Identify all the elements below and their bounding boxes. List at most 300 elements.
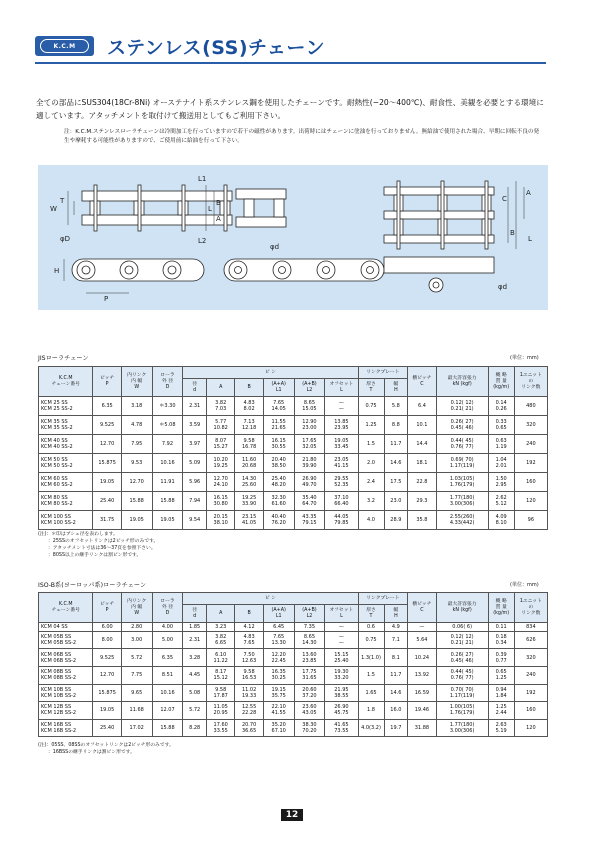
cell-pin-l2: 17.65 32.05 xyxy=(294,435,325,454)
iso-unit: (単位：mm) xyxy=(510,582,539,588)
cell-inner-width: 9.65 xyxy=(121,684,152,702)
cell-pitch: 25.40 xyxy=(93,492,121,511)
col-header-plate-group: リンクプレート xyxy=(358,367,408,379)
cell-max-load: 0.44( 45) 0.76( 77) xyxy=(436,435,488,454)
cell-max-load: 1.03(105) 1.76(179) xyxy=(436,473,488,492)
cell-plate-thickness: 0.6 xyxy=(358,623,384,632)
chain-diagram-svg xyxy=(38,165,548,310)
cell-inner-width: 17.02 xyxy=(121,719,152,737)
cell-plate-height: 11.7 xyxy=(384,666,408,684)
cell-pin-a: 3.23 xyxy=(207,623,235,632)
cell-inner-width: 19.05 xyxy=(121,511,152,530)
cell-pin-offset: 21.95 38.55 xyxy=(325,684,358,702)
cell-pin-l1: 7.65 14.05 xyxy=(263,397,294,416)
cell-pitch: 15.875 xyxy=(93,684,121,702)
cell-inner-width: 3.18 xyxy=(121,397,152,416)
diagram-label-h: H xyxy=(54,267,60,275)
cell-links-per-unit: 120 xyxy=(514,492,547,511)
cell-roller-diameter: 15.88 xyxy=(152,719,183,737)
cell-plate-thickness: 0.75 xyxy=(358,631,384,649)
cell-pitch: 6.00 xyxy=(93,623,121,632)
cell-pin-b: 4.83 7.65 xyxy=(235,631,263,649)
cell-links-per-unit: 834 xyxy=(514,623,547,632)
cell-pin-l2: 8.65 15.05 xyxy=(294,397,325,416)
cell-chain-number: KCM 100 SS KCM 100 SS-2 xyxy=(39,511,93,530)
cell-chain-number: KCM 25 SS KCM 25 SS-2 xyxy=(39,397,93,416)
cell-roller-diameter: 12.07 xyxy=(152,702,183,720)
cell-pin-offset: — — xyxy=(325,397,358,416)
cell-transverse-pitch: 6.4 xyxy=(408,397,436,416)
cell-pin-offset: 23.05 41.15 xyxy=(325,454,358,473)
col-header-mass: 概 略 質 量 (kg/m) xyxy=(488,593,514,623)
cell-plate-height: 16.0 xyxy=(384,702,408,720)
cell-plate-height: 14.6 xyxy=(384,684,408,702)
diagram-label-a: A xyxy=(216,215,221,223)
cell-pin-a: 16.15 30.80 xyxy=(207,492,235,511)
diagram-label-l-right: L xyxy=(528,235,532,243)
cell-chain-number: KCM 08B SS KCM 08B SS-2 xyxy=(39,666,93,684)
cell-plate-thickness: 1.3(1.0) xyxy=(358,649,384,667)
cell-links-per-unit: 192 xyxy=(514,684,547,702)
cell-pin-a: 8.07 15.27 xyxy=(207,435,235,454)
cell-pin-d: 8.28 xyxy=(183,719,207,737)
iso-spec-table xyxy=(38,592,548,737)
cell-plate-height: 7.1 xyxy=(384,631,408,649)
cell-inner-width: 7.95 xyxy=(121,435,152,454)
cell-mass: 0.94 1.84 xyxy=(488,684,514,702)
cell-pin-d: 2.31 xyxy=(183,631,207,649)
col-header-pin-d: 径 d xyxy=(183,605,207,623)
cell-pin-l2: 13.60 23.85 xyxy=(294,649,325,667)
cell-mass: 0.65 1.25 xyxy=(488,666,514,684)
col-header-pin-group: ピ ン xyxy=(183,367,358,379)
cell-transverse-pitch: 13.92 xyxy=(408,666,436,684)
col-header-plate-thickness: 厚さ T xyxy=(358,379,384,397)
cell-pin-b: 14.30 25.60 xyxy=(235,473,263,492)
cell-pin-d: 1.85 xyxy=(183,623,207,632)
cell-plate-height: 8.1 xyxy=(384,649,408,667)
cell-pin-l1: 35.20 67.10 xyxy=(263,719,294,737)
diagram-label-phi-d-pin: φd xyxy=(270,243,280,251)
cell-pin-a: 3.82 6.65 xyxy=(207,631,235,649)
diagram-label-b-right: B xyxy=(510,229,515,237)
diagram-label-t: T xyxy=(60,197,65,205)
cell-pin-l2: 20.60 37.20 xyxy=(294,684,325,702)
cell-pitch: 31.75 xyxy=(93,511,121,530)
cell-max-load: 0.12( 12) 0.21( 21) xyxy=(436,397,488,416)
col-header-roller-diameter: ローラ 外 径 D xyxy=(152,367,183,397)
cell-pin-b: 23.15 41.05 xyxy=(235,511,263,530)
col-header-transverse-pitch: 横ピッチ C xyxy=(408,367,436,397)
cell-pin-l2: 23.60 43.05 xyxy=(294,702,325,720)
cell-pin-a: 8.17 15.12 xyxy=(207,666,235,684)
cell-links-per-unit: 96 xyxy=(514,511,547,530)
cell-inner-width: 3.00 xyxy=(121,631,152,649)
cell-pin-offset: 19.30 33.20 xyxy=(325,666,358,684)
cell-pin-d: 4.45 xyxy=(183,666,207,684)
cell-links-per-unit: 192 xyxy=(514,454,547,473)
col-header-inner-width: 内リンク 内 幅 W xyxy=(121,367,152,397)
cell-inner-width: 12.70 xyxy=(121,473,152,492)
cell-mass: 4.09 8.10 xyxy=(488,511,514,530)
cell-plate-height: 14.6 xyxy=(384,454,408,473)
iso-section-title: ISO-B系(ヨーロッパ系)ローラチェーン xyxy=(38,582,147,589)
cell-roller-diameter: 10.16 xyxy=(152,454,183,473)
diagram-label-b: B xyxy=(216,199,221,207)
table-row xyxy=(39,623,548,632)
col-header-pin-offset: オフセット L xyxy=(325,379,358,397)
col-header-max-load: 最大許容張力 kN (kgf) xyxy=(436,367,488,397)
cell-plate-thickness: 2.4 xyxy=(358,473,384,492)
cell-inner-width: 5.72 xyxy=(121,649,152,667)
col-header-pin-l2: (A+B) L2 xyxy=(294,379,325,397)
cell-max-load: 0.44( 45) 0.76( 77) xyxy=(436,666,488,684)
col-header-links-per-unit: 1ユニット の リンク数 xyxy=(514,593,547,623)
brand-logo-text: K.C.M xyxy=(40,39,89,53)
cell-mass: 0.39 0.77 xyxy=(488,649,514,667)
iso-notes xyxy=(38,742,174,756)
cell-max-load: 1.77(180) 3.00(306) xyxy=(436,719,488,737)
cell-pin-offset: 29.55 52.35 xyxy=(325,473,358,492)
cell-max-load: 2.55(260) 4.33(442) xyxy=(436,511,488,530)
cell-pin-b: 7.13 12.18 xyxy=(235,416,263,435)
jis-spec-table xyxy=(38,366,548,530)
cell-pin-l1: 20.40 38.50 xyxy=(263,454,294,473)
cell-transverse-pitch: 16.59 xyxy=(408,684,436,702)
cell-pitch: 6.35 xyxy=(93,397,121,416)
cell-links-per-unit: 160 xyxy=(514,702,547,720)
cell-pin-b: 11.60 20.68 xyxy=(235,454,263,473)
cell-max-load: 1.77(180) 3.00(306) xyxy=(436,492,488,511)
cell-pin-offset: 37.10 66.40 xyxy=(325,492,358,511)
cell-pin-l1: 12.20 22.45 xyxy=(263,649,294,667)
col-header-pin-offset: オフセット L xyxy=(325,605,358,623)
cell-links-per-unit: 120 xyxy=(514,719,547,737)
cell-chain-number: KCM 60 SS KCM 60 SS-2 xyxy=(39,473,93,492)
cell-pin-l1: 7.65 13.30 xyxy=(263,631,294,649)
footnote-line: ：アタッチメント寸法は36〜37頁を参照下さい。 xyxy=(48,546,156,551)
cell-pin-d: 3.59 xyxy=(183,416,207,435)
cell-mass: 0.33 0.65 xyxy=(488,416,514,435)
cell-roller-diameter: 15.88 xyxy=(152,492,183,511)
cell-pitch: 19.05 xyxy=(93,473,121,492)
cell-pitch: 8.00 xyxy=(93,631,121,649)
cell-pin-l1: 16.35 30.25 xyxy=(263,666,294,684)
cell-pin-l1: 11.55 21.65 xyxy=(263,416,294,435)
cell-plate-height: 11.7 xyxy=(384,435,408,454)
diagram-label-l2: L2 xyxy=(198,237,207,245)
chain-dimension-diagram xyxy=(38,165,548,310)
footnote-line: (注)：05SS、08SSのオフセットリンクは2ピッチ形のみです。 xyxy=(38,743,174,748)
cell-plate-thickness: 1.65 xyxy=(358,684,384,702)
cell-pin-offset: — xyxy=(325,623,358,632)
jis-section-title: JISローラチェーン xyxy=(38,355,89,362)
cell-inner-width: 4.78 xyxy=(121,416,152,435)
cell-pin-d: 7.94 xyxy=(183,492,207,511)
cell-pin-d: 9.54 xyxy=(183,511,207,530)
cell-links-per-unit: 320 xyxy=(514,416,547,435)
cell-mass: 0.14 0.26 xyxy=(488,397,514,416)
cell-pitch: 12.70 xyxy=(93,666,121,684)
cell-pin-l2: 35.40 64.70 xyxy=(294,492,325,511)
table-row xyxy=(39,511,548,530)
cell-pin-l1: 22.10 41.55 xyxy=(263,702,294,720)
col-header-plate-height: 幅 H xyxy=(384,379,408,397)
cell-max-load: 0.26( 27) 0.45( 46) xyxy=(436,649,488,667)
cell-plate-thickness: 2.0 xyxy=(358,454,384,473)
cell-max-load: 1.00(105) 1.76(179) xyxy=(436,702,488,720)
cell-mass: 0.63 1.19 xyxy=(488,435,514,454)
cell-pitch: 15.875 xyxy=(93,454,121,473)
intro-note: 注：K.C.M.ステンレスローラチェーンは冷間加工を行っていますので若干の磁性があります。出荷時にはチェーンに塗油を行っておりません。無給油で使用された場合、早期に回転不良の発生や摩耗する可能性がありますので、ご使用前に給油を行って下さい。 xyxy=(64,129,540,144)
cell-mass: 2.63 5.19 xyxy=(488,719,514,737)
cell-pin-a: 6.10 11.22 xyxy=(207,649,235,667)
cell-inner-width: 11.68 xyxy=(121,702,152,720)
cell-pin-l2: 43.35 79.15 xyxy=(294,511,325,530)
cell-pin-a: 12.70 24.10 xyxy=(207,473,235,492)
table-row xyxy=(39,397,548,416)
cell-max-load: 0.70( 70) 1.17(119) xyxy=(436,684,488,702)
intro-paragraph: 全ての部品にSUS304(18Cr-8Ni) オーステナイト系ステンレス鋼を使用したチェーンです。耐熱性(−20〜400℃)、耐食性、美観を必要とする環境に適しています。アタッチメントを取付けて搬送用としてもご利用下さい。 xyxy=(36,98,544,120)
cell-max-load: 0.26( 27) 0.45( 46) xyxy=(436,416,488,435)
cell-mass: 1.25 2.44 xyxy=(488,702,514,720)
table-row xyxy=(39,492,548,511)
cell-pitch: 9.525 xyxy=(93,649,121,667)
cell-pin-l1: 40.40 76.20 xyxy=(263,511,294,530)
cell-max-load: 0.69( 70) 1.17(119) xyxy=(436,454,488,473)
cell-chain-number: KCM 35 SS KCM 35 SS-2 xyxy=(39,416,93,435)
table-row xyxy=(39,454,548,473)
table-row xyxy=(39,719,548,737)
cell-roller-diameter: 7.92 xyxy=(152,435,183,454)
col-header-plate-thickness: 厚さ T xyxy=(358,605,384,623)
cell-pin-a: 10.20 19.25 xyxy=(207,454,235,473)
cell-pin-d: 2.31 xyxy=(183,397,207,416)
cell-chain-number: KCM 12B SS KCM 12B SS-2 xyxy=(39,702,93,720)
cell-plate-thickness: 4.0(3.2) xyxy=(358,719,384,737)
cell-transverse-pitch: 31.88 xyxy=(408,719,436,737)
cell-transverse-pitch: 29.3 xyxy=(408,492,436,511)
cell-chain-number: KCM 06B SS KCM 06B SS-2 xyxy=(39,649,93,667)
cell-pin-offset: 13.85 23.95 xyxy=(325,416,358,435)
col-header-max-load: 最大許容張力 kN (kgf) xyxy=(436,593,488,623)
cell-links-per-unit: 480 xyxy=(514,397,547,416)
cell-pin-l2: 21.80 39.90 xyxy=(294,454,325,473)
cell-transverse-pitch: — xyxy=(408,623,436,632)
table-header-row xyxy=(39,593,548,605)
col-header-chain-number: K.C.M チェーン番号 xyxy=(39,367,93,397)
diagram-label-phi-d-right: φd xyxy=(498,283,508,291)
cell-pin-a: 9.58 17.87 xyxy=(207,684,235,702)
page-number: 12 xyxy=(281,809,303,821)
cell-pin-b: 19.25 33.90 xyxy=(235,492,263,511)
diagram-label-l1: L1 xyxy=(198,175,207,183)
cell-pin-d: 5.96 xyxy=(183,473,207,492)
cell-chain-number: KCM 05B SS KCM 05B SS-2 xyxy=(39,631,93,649)
footnote-line: ：25SSのオフセットリンクは2ピッチ形のみです。 xyxy=(48,539,159,544)
cell-max-load: 0.12( 12) 0.21( 21) xyxy=(436,631,488,649)
table-row xyxy=(39,416,548,435)
cell-pin-offset: 41.65 73.55 xyxy=(325,719,358,737)
cell-mass: 1.50 2.95 xyxy=(488,473,514,492)
cell-plate-height: 4.9 xyxy=(384,623,408,632)
cell-max-load: 0.06( 6) xyxy=(436,623,488,632)
cell-pin-d: 5.08 xyxy=(183,684,207,702)
cell-pin-l1: 32.30 61.60 xyxy=(263,492,294,511)
cell-chain-number: KCM 16B SS KCM 16B SS-2 xyxy=(39,719,93,737)
diagram-label-w: W xyxy=(50,205,57,213)
cell-pin-l2: 38.30 70.20 xyxy=(294,719,325,737)
cell-mass: 0.11 xyxy=(488,623,514,632)
col-header-pitch: ピッチ P xyxy=(93,593,121,623)
col-header-plate-height: 幅 H xyxy=(384,605,408,623)
cell-transverse-pitch: 22.8 xyxy=(408,473,436,492)
cell-plate-thickness: 1.5 xyxy=(358,435,384,454)
table-header-row xyxy=(39,367,548,379)
col-header-pin-b: B xyxy=(235,379,263,397)
cell-pin-l2: 7.35 xyxy=(294,623,325,632)
table-row xyxy=(39,649,548,667)
cell-pin-l1: 25.40 48.20 xyxy=(263,473,294,492)
diagram-label-l: L xyxy=(208,205,212,213)
cell-plate-thickness: 0.75 xyxy=(358,397,384,416)
cell-plate-height: 8.8 xyxy=(384,416,408,435)
cell-pin-offset: — — xyxy=(325,631,358,649)
cell-plate-thickness: 1.8 xyxy=(358,702,384,720)
cell-pitch: 12.70 xyxy=(93,435,121,454)
cell-mass: 1.04 2.01 xyxy=(488,454,514,473)
cell-pin-a: 5.77 10.82 xyxy=(207,416,235,435)
cell-pin-l1: 19.15 35.75 xyxy=(263,684,294,702)
cell-pin-a: 3.82 7.03 xyxy=(207,397,235,416)
cell-plate-thickness: 1.5 xyxy=(358,666,384,684)
cell-pin-l1: 6.45 xyxy=(263,623,294,632)
col-header-chain-number: K.C.M チェーン番号 xyxy=(39,593,93,623)
cell-pin-d: 5.72 xyxy=(183,702,207,720)
footnote-line: ：80SS以上の継手リンクは割ピン形です。 xyxy=(48,553,142,558)
cell-plate-height: 5.8 xyxy=(384,397,408,416)
col-header-plate-group: リンクプレート xyxy=(358,593,408,605)
cell-pitch: 9.525 xyxy=(93,416,121,435)
cell-pin-offset: 44.05 79.85 xyxy=(325,511,358,530)
cell-mass: 2.62 5.12 xyxy=(488,492,514,511)
cell-plate-height: 28.9 xyxy=(384,511,408,530)
cell-pin-d: 3.28 xyxy=(183,649,207,667)
cell-pin-b: 11.02 19.33 xyxy=(235,684,263,702)
col-header-pin-l1: (A+A) L1 xyxy=(263,379,294,397)
cell-chain-number: KCM 40 SS KCM 40 SS-2 xyxy=(39,435,93,454)
cell-pin-d: 5.09 xyxy=(183,454,207,473)
cell-pin-offset: 26.90 45.75 xyxy=(325,702,358,720)
cell-transverse-pitch: 10.1 xyxy=(408,416,436,435)
col-header-transverse-pitch: 横ピッチ C xyxy=(408,593,436,623)
cell-inner-width: 7.75 xyxy=(121,666,152,684)
cell-transverse-pitch: 14.4 xyxy=(408,435,436,454)
cell-pin-l2: 12.90 23.00 xyxy=(294,416,325,435)
cell-roller-diameter: 5.00 xyxy=(152,631,183,649)
cell-chain-number: KCM 04 SS xyxy=(39,623,93,632)
cell-roller-diameter: ＊5.08 xyxy=(152,416,183,435)
jis-notes xyxy=(38,531,158,559)
page-title: ステンレス(SS)チェーン xyxy=(107,37,326,59)
cell-mass: 0.18 0.34 xyxy=(488,631,514,649)
cell-pin-l2: 8.65 14.30 xyxy=(294,631,325,649)
cell-links-per-unit: 240 xyxy=(514,435,547,454)
cell-pin-l1: 16.15 30.55 xyxy=(263,435,294,454)
cell-chain-number: KCM 80 SS KCM 80 SS-2 xyxy=(39,492,93,511)
cell-transverse-pitch: 5.64 xyxy=(408,631,436,649)
cell-pin-a: 17.60 33.55 xyxy=(207,719,235,737)
cell-pin-b: 7.50 12.63 xyxy=(235,649,263,667)
table-row xyxy=(39,631,548,649)
cell-transverse-pitch: 10.24 xyxy=(408,649,436,667)
cell-roller-diameter: 10.16 xyxy=(152,684,183,702)
cell-plate-thickness: 1.25 xyxy=(358,416,384,435)
col-header-pin-a: A xyxy=(207,379,235,397)
col-header-pin-l2: (A+B) L2 xyxy=(294,605,325,623)
cell-pin-b: 12.55 22.28 xyxy=(235,702,263,720)
cell-pin-l2: 26.90 49.70 xyxy=(294,473,325,492)
cell-roller-diameter: 11.91 xyxy=(152,473,183,492)
diagram-label-p: P xyxy=(104,295,109,303)
footnote-line: ：16BSSの継手リンクは割ピン形です。 xyxy=(48,750,135,755)
col-header-pin-b: B xyxy=(235,605,263,623)
cell-links-per-unit: 240 xyxy=(514,666,547,684)
cell-links-per-unit: 626 xyxy=(514,631,547,649)
cell-pin-a: 20.15 38.10 xyxy=(207,511,235,530)
cell-chain-number: KCM 50 SS KCM 50 SS-2 xyxy=(39,454,93,473)
cell-plate-thickness: 4.0 xyxy=(358,511,384,530)
cell-pitch: 25.40 xyxy=(93,719,121,737)
jis-unit: (単位：mm) xyxy=(510,355,539,361)
table-row xyxy=(39,666,548,684)
cell-transverse-pitch: 18.1 xyxy=(408,454,436,473)
cell-pin-b: 9.58 16.78 xyxy=(235,435,263,454)
table-row xyxy=(39,435,548,454)
cell-pin-offset: 15.15 25.40 xyxy=(325,649,358,667)
col-header-pin-a: A xyxy=(207,605,235,623)
cell-roller-diameter: ＊3.30 xyxy=(152,397,183,416)
cell-roller-diameter: 8.51 xyxy=(152,666,183,684)
col-header-roller-diameter: ローラ 外 径 D xyxy=(152,593,183,623)
col-header-mass: 概 略 質 量 (kg/m) xyxy=(488,367,514,397)
cell-pin-l2: 17.75 31.65 xyxy=(294,666,325,684)
cell-roller-diameter: 19.05 xyxy=(152,511,183,530)
cell-pin-b: 20.70 36.65 xyxy=(235,719,263,737)
cell-pin-offset: 19.05 33.45 xyxy=(325,435,358,454)
cell-inner-width: 9.53 xyxy=(121,454,152,473)
diagram-label-phi-d-roller: φD xyxy=(60,235,71,243)
cell-plate-height: 23.0 xyxy=(384,492,408,511)
cell-pin-d: 3.97 xyxy=(183,435,207,454)
cell-pitch: 19.05 xyxy=(93,702,121,720)
cell-links-per-unit: 160 xyxy=(514,473,547,492)
cell-transverse-pitch: 35.8 xyxy=(408,511,436,530)
title-divider xyxy=(35,62,546,64)
cell-pin-b: 4.83 8.02 xyxy=(235,397,263,416)
col-header-pin-d: 径 d xyxy=(183,379,207,397)
col-header-pin-group: ピ ン xyxy=(183,593,358,605)
cell-transverse-pitch: 19.46 xyxy=(408,702,436,720)
cell-inner-width: 15.88 xyxy=(121,492,152,511)
table-row xyxy=(39,702,548,720)
cell-roller-diameter: 4.00 xyxy=(152,623,183,632)
cell-plate-thickness: 3.2 xyxy=(358,492,384,511)
table-row xyxy=(39,684,548,702)
cell-pin-b: 9.58 16.53 xyxy=(235,666,263,684)
cell-roller-diameter: 6.35 xyxy=(152,649,183,667)
col-header-inner-width: 内リンク 内 幅 W xyxy=(121,593,152,623)
